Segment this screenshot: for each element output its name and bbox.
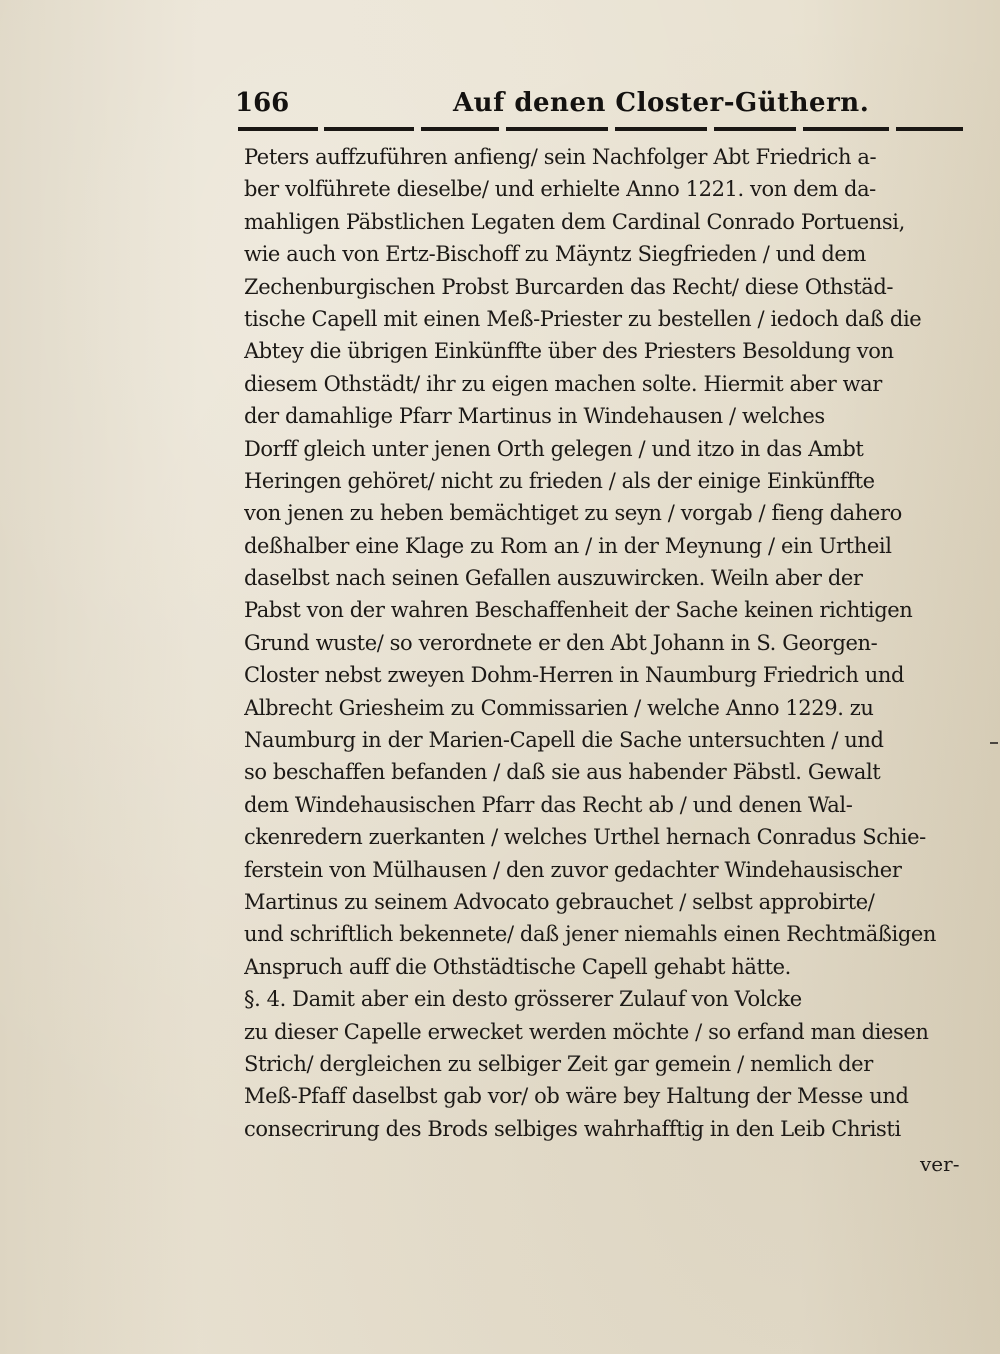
text-line: Dorff gleich unter jenen Orth gelegen / und itzo in das Ambt (244, 436, 864, 461)
text-line: Strich/ dergleichen zu selbiger Zeit gar gemein / nemlich der (244, 1051, 873, 1076)
text-line: zu dieser Capelle erwecket werden möchte / so erfand man diesen (244, 1019, 929, 1044)
text-line: ber volführete dieselbe/ und erhielte Anno 1221. von dem da- (244, 177, 876, 202)
page-header (235, 88, 965, 124)
page-number: 166 (235, 88, 290, 118)
header-rule (238, 127, 963, 133)
text-line: Pabst von der wahren Beschaffenheit der Sache keinen richtigen (244, 598, 913, 623)
text-line: Closter nebst zweyen Dohm-Herren in Naumburg Friedrich und (244, 663, 905, 688)
text-line: Zechenburgischen Probst Burcarden das Recht/ diese Othstäd- (244, 274, 894, 299)
text-line: deßhalber eine Klage zu Rom an / in der Meynung / ein Urtheil (244, 533, 892, 558)
text-line: tische Capell mit einen Meß-Priester zu bestellen / iedoch daß die (244, 306, 922, 331)
text-line: Peters auffzuführen anfieng/ sein Nachfolger Abt Friedrich a- (244, 145, 877, 169)
text-line: diesem Othstädt/ ihr zu eigen machen solte. Hiermit aber war (244, 371, 882, 396)
text-line: Heringen gehöret/ nicht zu frieden / als der einige Einkünffte (244, 468, 875, 493)
text-line: Naumburg in der Marien-Capell die Sache untersuchten / und (244, 728, 884, 753)
catchword: ver- (920, 1152, 960, 1176)
text-line: Martinus zu seinem Advocato gebrauchet / selbst approbirte/ (244, 889, 875, 914)
text-line: Grund wuste/ so verordnete er den Abt Johann in S. Georgen- (244, 630, 878, 655)
text-line: Abtey die übrigen Einkünffte über des Priesters Besoldung von (244, 339, 894, 364)
text-line: und schriftlich bekennete/ daß jener niemahls einen Rechtmäßigen (244, 922, 937, 947)
margin-mark (990, 742, 998, 744)
text-line: Albrecht Griesheim zu Commissarien / welche Anno 1229. zu (244, 695, 874, 720)
text-line: dem Windehausischen Pfarr das Recht ab / und denen Wal- (244, 792, 853, 817)
text-line: der damahlige Pfarr Martinus in Windehausen / welches (244, 404, 825, 429)
text-line: mahligen Päbstlichen Legaten dem Cardinal Conrado Portuensi, (244, 209, 905, 234)
text-line: ferstein von Mülhausen / den zuvor gedachter Windehausischer (244, 857, 902, 882)
text-line: §. 4. Damit aber ein desto grösserer Zulauf von Volcke (244, 987, 802, 1012)
text-line: so beschaffen befanden / daß sie aus habender Päbstl. Gewalt (244, 760, 881, 785)
text-line: consecrirung des Brods selbiges wahrhafftig in den Leib Christi (244, 1116, 901, 1141)
text-line: ckenredern zuerkanten / welches Urthel hernach Conradus Schie- (244, 825, 926, 850)
text-line: Anspruch auff die Othstädtische Capell gehabt hätte. (244, 954, 791, 979)
text-line: Meß-Pfaff daselbst gab vor/ ob wäre bey Haltung der Messe und (244, 1084, 909, 1109)
text-line: von jenen zu heben bemächtiget zu seyn / vorgab / fieng dahero (244, 501, 902, 526)
running-head: Auf denen Closter-Güthern. (453, 88, 870, 118)
body-text (244, 141, 972, 1331)
text-line: daselbst nach seinen Gefallen auszuwircken. Weiln aber der (244, 566, 863, 591)
text-line: wie auch von Ertz-Bischoff zu Mäyntz Siegfrieden / und dem (244, 242, 866, 267)
